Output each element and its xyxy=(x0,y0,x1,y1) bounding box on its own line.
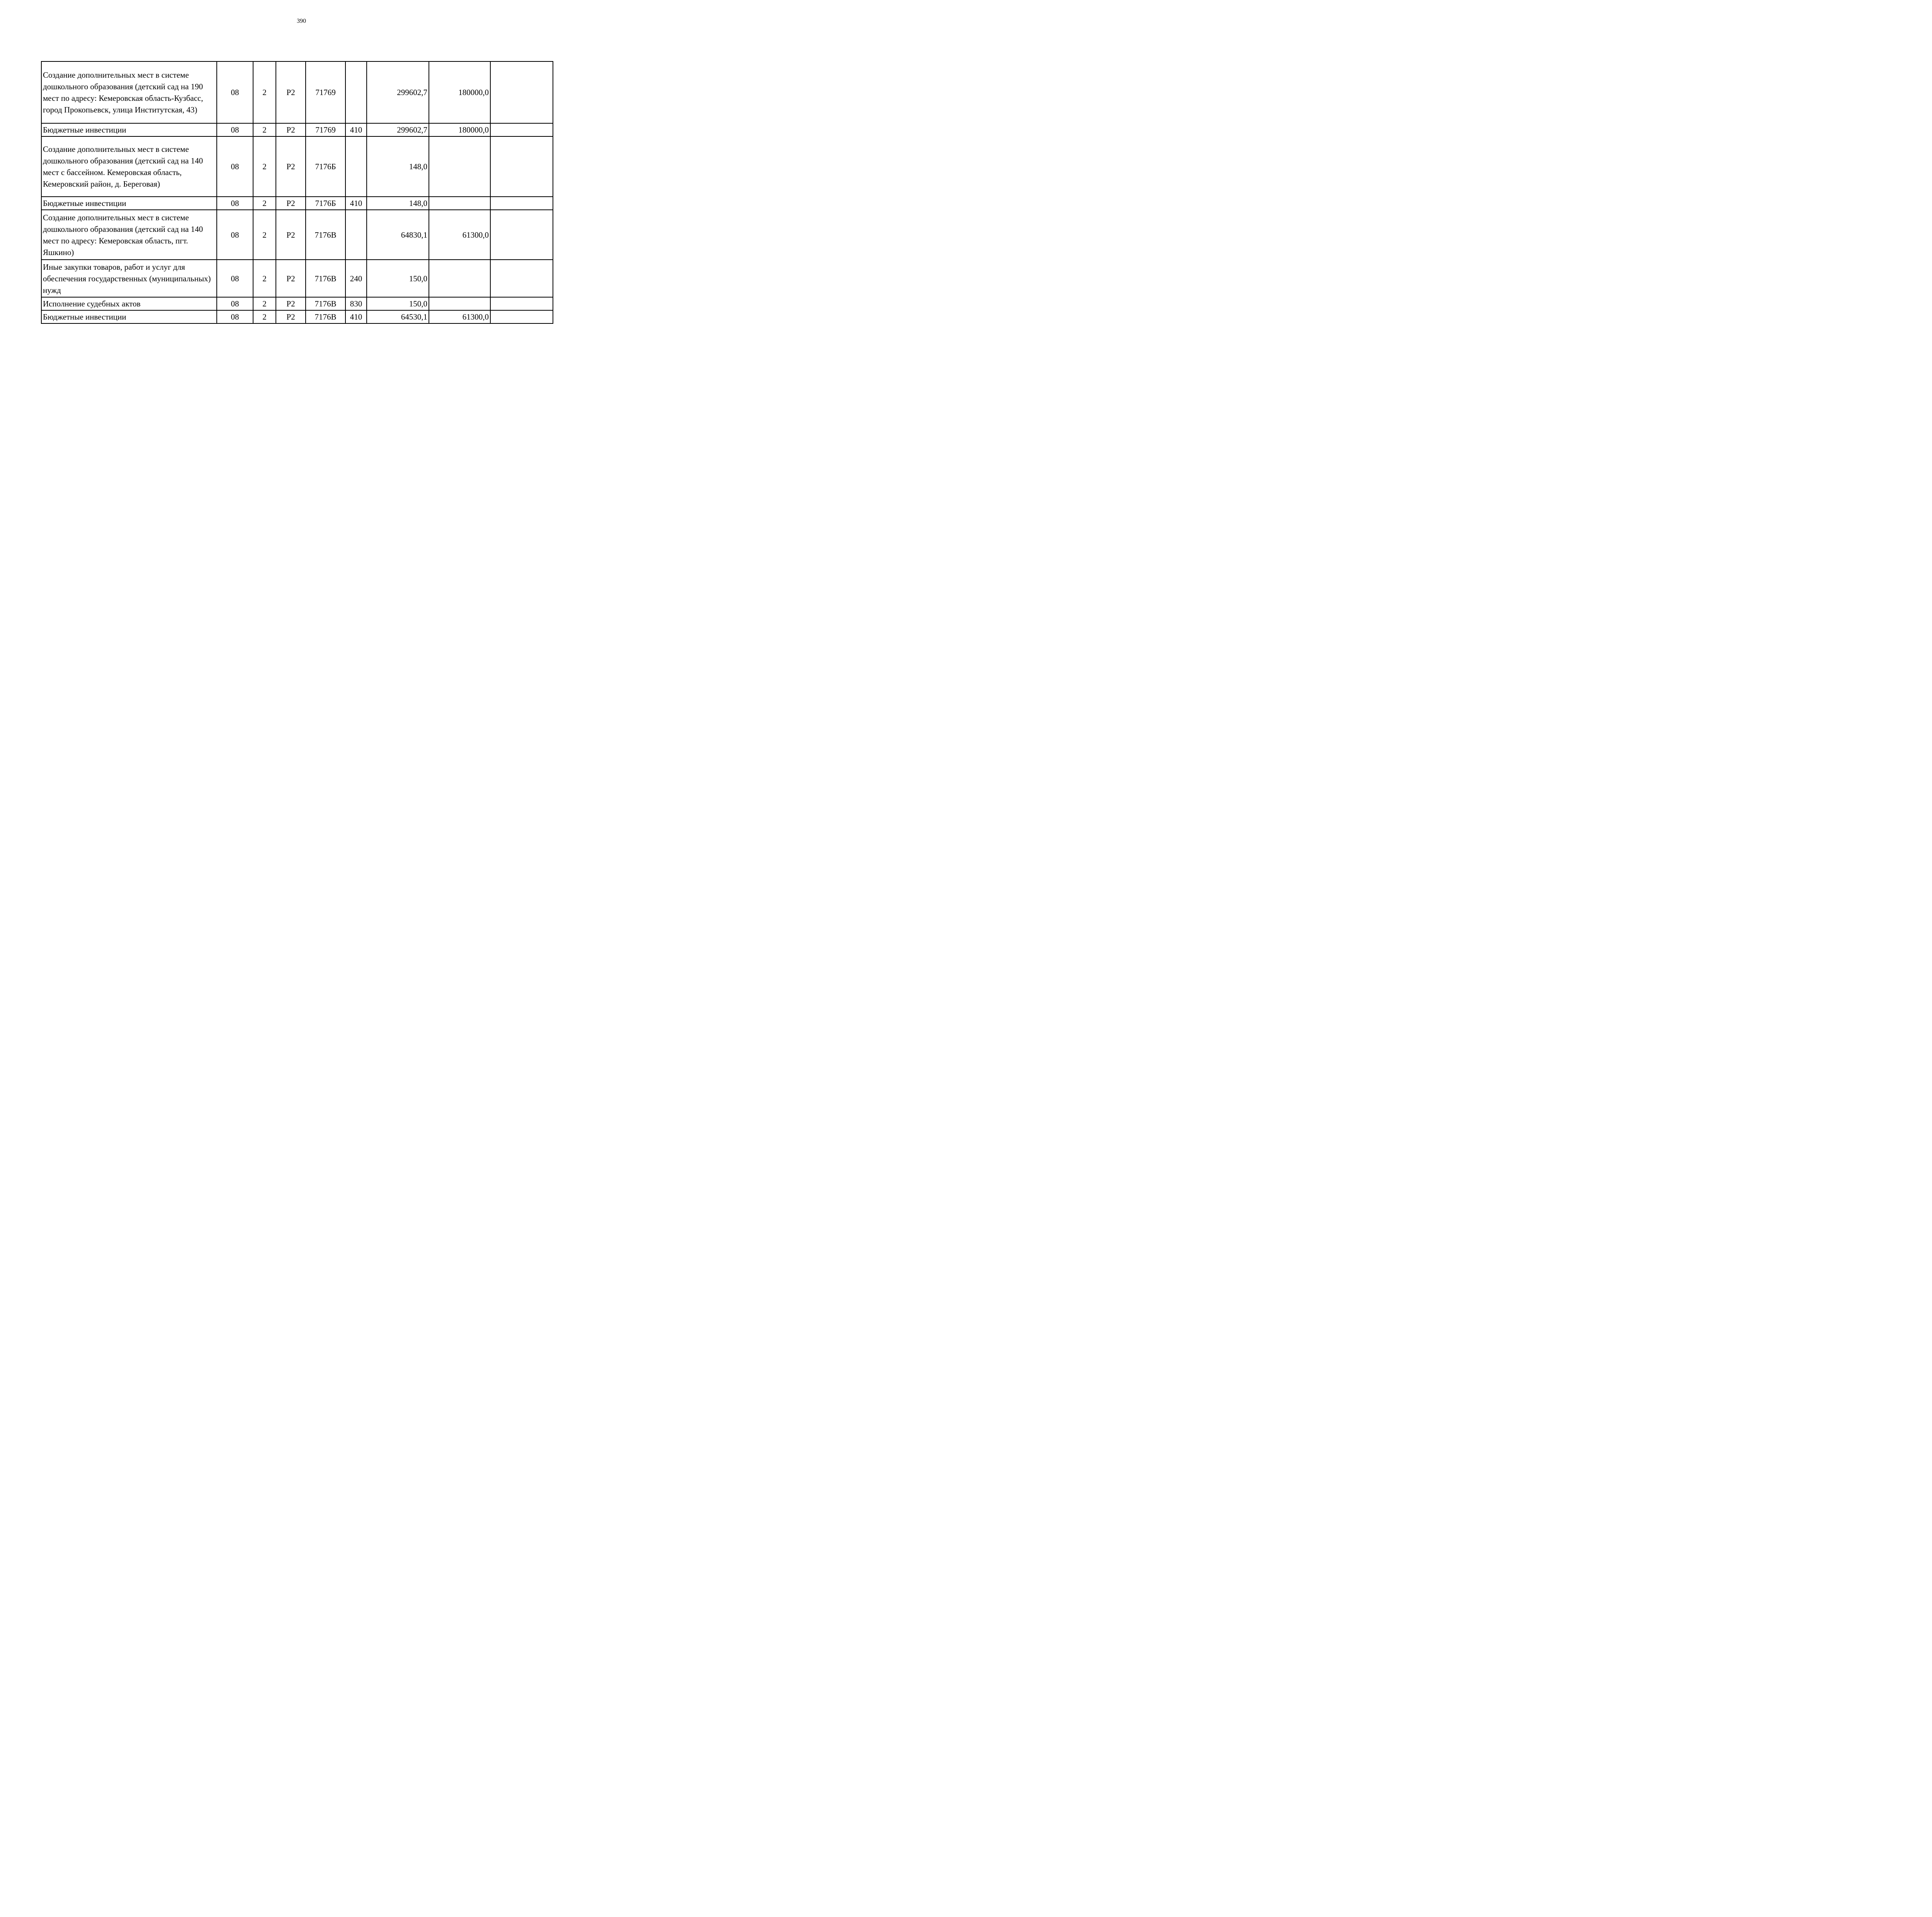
table-row xyxy=(41,136,553,197)
amount-3 xyxy=(490,197,553,210)
direction-code: 7176Б xyxy=(306,136,345,197)
amount-1: 64530,1 xyxy=(367,310,429,323)
section-code: 08 xyxy=(217,61,253,123)
direction-code: 71769 xyxy=(306,123,345,136)
amount-2 xyxy=(429,197,490,210)
amount-1: 299602,7 xyxy=(367,123,429,136)
expense-type-code: 410 xyxy=(345,123,367,136)
amount-1: 148,0 xyxy=(367,197,429,210)
amount-1: 150,0 xyxy=(367,297,429,310)
table-row xyxy=(41,61,553,123)
section-code: 08 xyxy=(217,310,253,323)
amount-2: 180000,0 xyxy=(429,61,490,123)
expense-type-code xyxy=(345,210,367,260)
amount-3 xyxy=(490,310,553,323)
program-code: 2 xyxy=(253,210,276,260)
section-code: 08 xyxy=(217,136,253,197)
expense-type-code: 240 xyxy=(345,260,367,297)
row-name: Бюджетные инвестиции xyxy=(41,197,217,210)
program-code: 2 xyxy=(253,197,276,210)
amount-3 xyxy=(490,260,553,297)
expense-type-code xyxy=(345,136,367,197)
project-code: P2 xyxy=(276,310,306,323)
row-name: Бюджетные инвестиции xyxy=(41,310,217,323)
section-code: 08 xyxy=(217,260,253,297)
program-code: 2 xyxy=(253,123,276,136)
budget-table xyxy=(41,61,553,324)
direction-code: 7176В xyxy=(306,210,345,260)
expense-type-code xyxy=(345,61,367,123)
amount-3 xyxy=(490,123,553,136)
amount-1: 150,0 xyxy=(367,260,429,297)
project-code: P2 xyxy=(276,61,306,123)
row-name: Иные закупки товаров, работ и услуг для обеспечения государственных (муниципальных) нужд xyxy=(41,260,217,297)
direction-code: 71769 xyxy=(306,61,345,123)
amount-3 xyxy=(490,136,553,197)
project-code: P2 xyxy=(276,123,306,136)
project-code: P2 xyxy=(276,297,306,310)
program-code: 2 xyxy=(253,297,276,310)
row-name: Бюджетные инвестиции xyxy=(41,123,217,136)
table-row xyxy=(41,297,553,310)
direction-code: 7176Б xyxy=(306,197,345,210)
section-code: 08 xyxy=(217,123,253,136)
row-name: Создание дополнительных мест в системе дошкольного образования (детский сад на 140 мест по адресу: Кемеровская область, пгт. Яшкино) xyxy=(41,210,217,260)
program-code: 2 xyxy=(253,310,276,323)
program-code: 2 xyxy=(253,136,276,197)
project-code: P2 xyxy=(276,136,306,197)
section-code: 08 xyxy=(217,197,253,210)
amount-2 xyxy=(429,297,490,310)
amount-2: 180000,0 xyxy=(429,123,490,136)
amount-2 xyxy=(429,260,490,297)
section-code: 08 xyxy=(217,210,253,260)
amount-1: 148,0 xyxy=(367,136,429,197)
direction-code: 7176В xyxy=(306,310,345,323)
amount-2: 61300,0 xyxy=(429,310,490,323)
section-code: 08 xyxy=(217,297,253,310)
direction-code: 7176В xyxy=(306,297,345,310)
amount-2 xyxy=(429,136,490,197)
amount-1: 299602,7 xyxy=(367,61,429,123)
page-number: 390 xyxy=(297,18,306,24)
table-row xyxy=(41,210,553,260)
project-code: P2 xyxy=(276,197,306,210)
program-code: 2 xyxy=(253,61,276,123)
table-row xyxy=(41,123,553,136)
project-code: P2 xyxy=(276,260,306,297)
row-name: Исполнение судебных актов xyxy=(41,297,217,310)
project-code: P2 xyxy=(276,210,306,260)
direction-code: 7176В xyxy=(306,260,345,297)
amount-3 xyxy=(490,210,553,260)
row-name: Создание дополнительных мест в системе дошкольного образования (детский сад на 140 мест с бассейном. Кемеровская область, Кемеровский район, д. Береговая) xyxy=(41,136,217,197)
table-row xyxy=(41,310,553,323)
amount-2: 61300,0 xyxy=(429,210,490,260)
expense-type-code: 410 xyxy=(345,310,367,323)
program-code: 2 xyxy=(253,260,276,297)
amount-1: 64830,1 xyxy=(367,210,429,260)
table-row xyxy=(41,197,553,210)
expense-type-code: 830 xyxy=(345,297,367,310)
row-name: Создание дополнительных мест в системе дошкольного образования (детский сад на 190 мест по адресу: Кемеровская область-Кузбасс, город Прокопьевск, улица Институтская, 43) xyxy=(41,61,217,123)
expense-type-code: 410 xyxy=(345,197,367,210)
amount-3 xyxy=(490,297,553,310)
amount-3 xyxy=(490,61,553,123)
table-row xyxy=(41,260,553,297)
